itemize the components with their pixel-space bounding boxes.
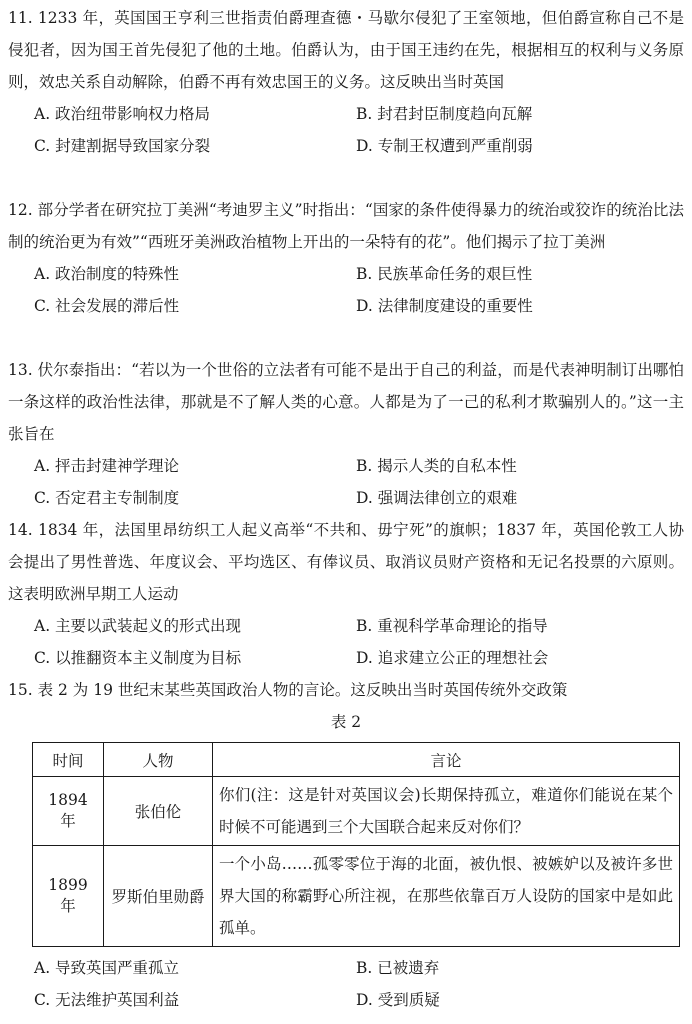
options-row	[8, 482, 684, 514]
quote-table	[32, 742, 680, 947]
question-11	[8, 2, 684, 162]
cell-person: 罗斯伯里勋爵	[104, 846, 213, 947]
option-a[interactable]: A. 主要以武装起义的形式出现	[34, 617, 242, 635]
question-13	[8, 354, 684, 514]
question-stem: 14. 1834 年，法国里昂纺织工人起义高举“不共和、毋宁死”的旗帜；1837 年，英国伦敦工人协会提出了男性普选、年度议会、平均选区、有俸议员、取消议员财产资格和无记名投票的六原则。这表明欧洲早期工人运动	[8, 521, 684, 603]
question-stem: 15. 表 2 为 19 世纪末某些英国政治人物的言论。这反映出当时英国传统外交政策	[8, 681, 568, 699]
question-15	[8, 674, 684, 706]
options-row	[8, 610, 684, 642]
option-a[interactable]: A. 政治制度的特殊性	[34, 265, 180, 283]
question-12	[8, 194, 684, 322]
option-d[interactable]: D. 追求建立公正的理想社会	[356, 649, 549, 667]
option-c[interactable]: C. 以推翻资本主义制度为目标	[34, 649, 242, 667]
options-row	[8, 984, 684, 1016]
option-b[interactable]: B. 重视科学革命理论的指导	[356, 617, 548, 635]
table-header-row	[33, 743, 680, 777]
question-stem: 12. 部分学者在研究拉丁美洲“考迪罗主义”时指出：“国家的条件使得暴力的统治或狡诈的统治比法制的统治更为有效”“西班牙美洲政治植物上开出的一朵特有的花”。他们揭示了拉丁美洲	[8, 201, 684, 251]
cell-person: 张伯伦	[104, 777, 213, 846]
option-c[interactable]: C. 否定君主专制制度	[34, 489, 180, 507]
options-row	[8, 98, 684, 130]
option-c[interactable]: C. 社会发展的滞后性	[34, 297, 180, 315]
header-speech: 言论	[213, 743, 680, 777]
table-row	[33, 846, 680, 947]
cell-speech: 你们(注：这是针对英国议会)长期保持孤立，难道你们能说在某个时候不可能遇到三个大国联合起来反对你们？	[213, 777, 680, 846]
option-b[interactable]: B. 封君封臣制度趋向瓦解	[356, 105, 533, 123]
cell-time: 1894 年	[33, 777, 104, 846]
option-a[interactable]: A. 抨击封建神学理论	[34, 457, 180, 475]
table-caption: 表 2	[330, 713, 362, 731]
options-row	[8, 130, 684, 162]
option-b[interactable]: B. 已被遗弃	[356, 959, 440, 977]
option-a[interactable]: A. 导致英国严重孤立	[34, 959, 180, 977]
table-row	[33, 777, 680, 846]
question-15-options	[8, 952, 684, 1016]
options-row	[8, 642, 684, 674]
header-time: 时间	[33, 743, 104, 777]
option-b[interactable]: B. 民族革命任务的艰巨性	[356, 265, 533, 283]
cell-speech: 一个小岛……孤零零位于海的北面，被仇恨、被嫉妒以及被许多世界大国的称霸野心所注视，在那些依靠百万人设防的国家中是如此孤单。	[213, 846, 680, 947]
option-b[interactable]: B. 揭示人类的自私本性	[356, 457, 517, 475]
options-row	[8, 258, 684, 290]
cell-time: 1899 年	[33, 846, 104, 947]
options-row	[8, 450, 684, 482]
option-d[interactable]: D. 强调法律创立的艰难	[356, 489, 518, 507]
question-stem: 11. 1233 年，英国国王亨利三世指责伯爵理查德・马歇尔侵犯了王室领地，但伯爵宣称自己不是侵犯者，因为国王首先侵犯了他的土地。伯爵认为，由于国王违约在先，根据相互的权利与义务原则，效忠关系自动解除，伯爵不再有效忠国王的义务。这反映出当时英国	[8, 9, 684, 91]
header-person: 人物	[104, 743, 213, 777]
options-row	[8, 290, 684, 322]
option-d[interactable]: D. 受到质疑	[356, 991, 440, 1009]
option-a[interactable]: A. 政治纽带影响权力格局	[34, 105, 211, 123]
option-d[interactable]: D. 专制王权遭到严重削弱	[356, 137, 533, 155]
option-d[interactable]: D. 法律制度建设的重要性	[356, 297, 533, 315]
option-c[interactable]: C. 封建割据导致国家分裂	[34, 137, 211, 155]
options-row	[8, 952, 684, 984]
option-c[interactable]: C. 无法维护英国利益	[34, 991, 180, 1009]
question-stem: 13. 伏尔泰指出：“若以为一个世俗的立法者有可能不是出于自己的利益，而是代表神明制订出哪怕一条这样的政治性法律，那就是不了解人类的心意。人都是为了一己的私利才欺骗别人的。”这一主张旨在	[8, 361, 684, 443]
question-14	[8, 514, 684, 674]
